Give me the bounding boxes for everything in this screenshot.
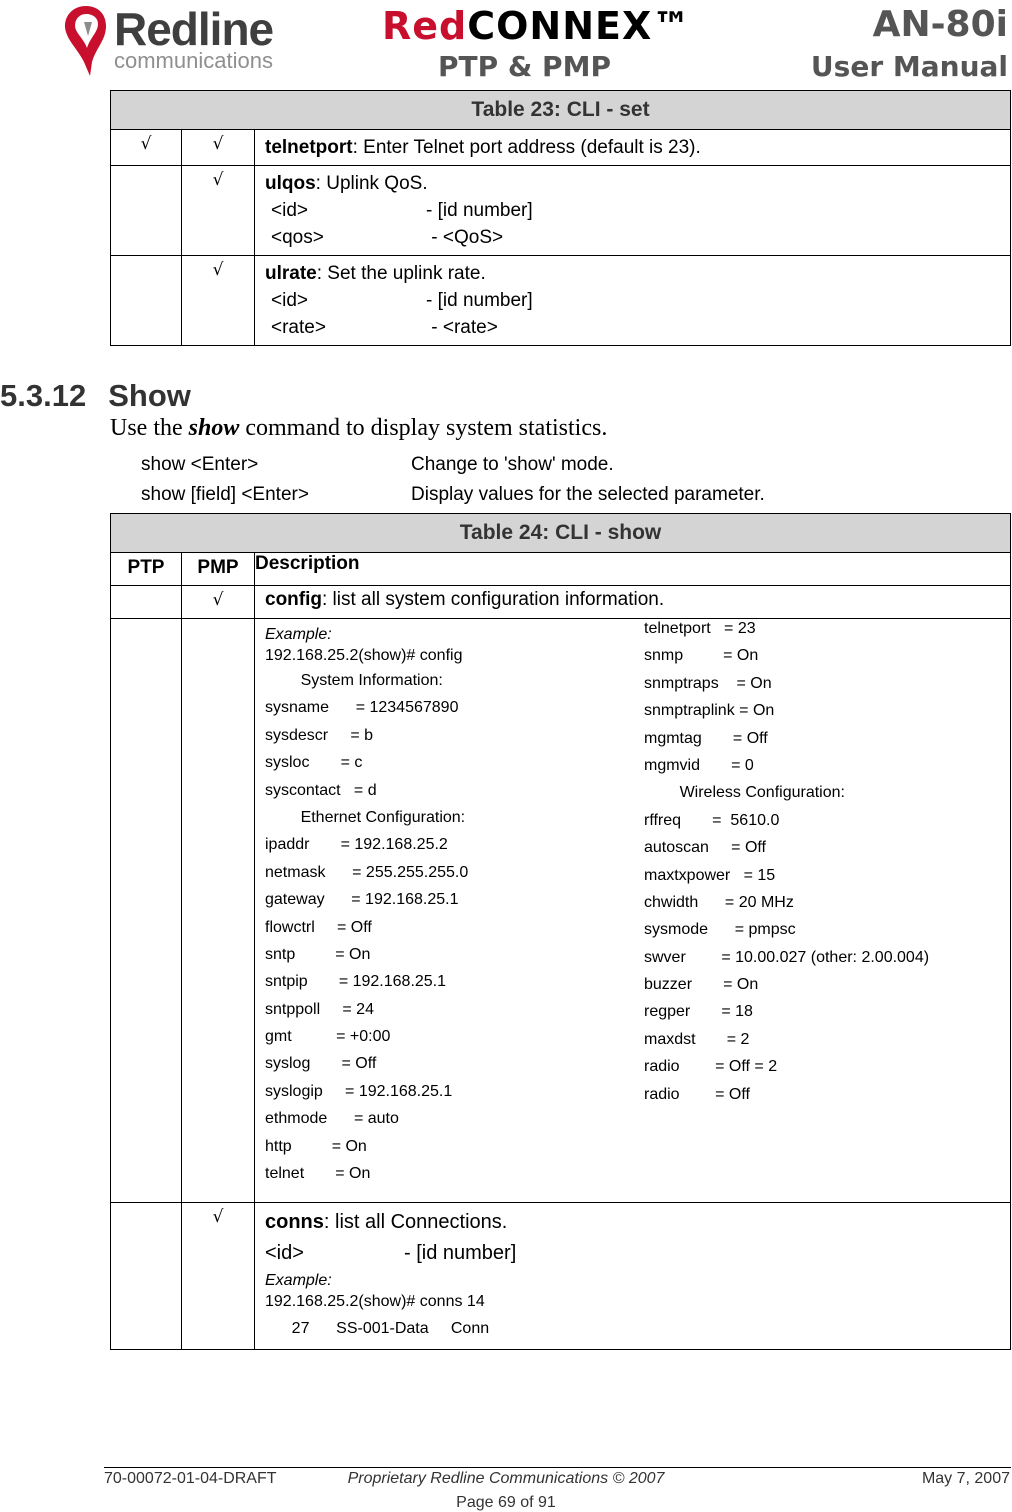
product-line: PTP & PMP [438, 50, 611, 83]
pmp-check: √ [182, 1203, 255, 1350]
table-row [111, 166, 1011, 256]
config-line: gateway = 192.168.25.1 [265, 891, 459, 909]
product-name: AN-80i [872, 4, 1008, 45]
pmp-check: √ [182, 256, 255, 346]
arg-name: <id> [271, 200, 308, 221]
config-line: regper = 18 [644, 1003, 753, 1021]
table-cli-set [110, 90, 1011, 346]
config-line: syslog = Off [265, 1055, 377, 1073]
redline-logo-icon [56, 0, 114, 80]
example-output: 27 SS-001-Data Conn [265, 1320, 490, 1337]
section-number: 5.3.12 [0, 378, 87, 413]
config-line: telnet = On [265, 1165, 371, 1183]
config-line: radio = Off [644, 1085, 750, 1103]
pmp-cell [182, 619, 255, 1203]
config-line: sysmode = pmpsc [644, 921, 796, 939]
command: show <Enter> [141, 454, 259, 475]
intro-text: Use the [110, 415, 189, 441]
config-line: chwidth = 20 MHz [644, 893, 794, 911]
config-line: maxtxpower = 15 [644, 866, 776, 884]
intro-command: show [188, 415, 240, 441]
config-line: mgmtag = Off [644, 729, 768, 747]
arg-desc: - [id number] [404, 1242, 517, 1264]
table-row [111, 586, 1011, 619]
example-prompt: 192.168.25.2(show)# config [265, 647, 463, 664]
example-right-column [644, 615, 929, 1108]
arg-desc: - [id number] [426, 200, 533, 221]
config-line: buzzer = On [644, 976, 759, 994]
section-heading [0, 378, 191, 414]
command: show [field] <Enter> [141, 484, 309, 505]
param-desc: : Uplink QoS. [315, 173, 428, 194]
table-header-row [111, 553, 1011, 586]
document-type: User Manual [810, 50, 1008, 83]
section-title: Show [108, 378, 191, 413]
table-row [111, 1203, 1011, 1350]
arg-name: <id> [271, 290, 308, 311]
table-row [111, 619, 1011, 1203]
config-line: sntpip = 192.168.25.1 [265, 973, 447, 991]
table-caption: Table 24: CLI - show [111, 514, 1011, 553]
param-name: config [265, 589, 322, 610]
pmp-check: √ [182, 586, 255, 619]
example-label: Example: [265, 626, 332, 643]
config-line: syscontact = d [265, 781, 377, 799]
config-line: syslogip = 192.168.25.1 [265, 1082, 453, 1100]
config-line: gmt = +0:00 [265, 1028, 391, 1046]
command-desc: Display values for the selected parameter. [411, 484, 765, 505]
arg-desc: - [id number] [426, 290, 533, 311]
description-cell [255, 130, 1011, 166]
config-line: sntp = On [265, 945, 371, 963]
table-row [111, 130, 1011, 166]
brand-title [382, 4, 691, 48]
footer-date: May 7, 2007 [921, 1470, 1010, 1487]
logo-subtitle: communications [114, 48, 273, 73]
example-right-lines [644, 615, 929, 1108]
config-line: sysloc = c [265, 754, 363, 772]
config-line: swver = 10.00.027 (other: 2.00.004) [644, 948, 930, 966]
config-line: telnetport = 23 [644, 620, 756, 637]
example-left-lines [265, 667, 468, 1187]
example-left-column [265, 625, 468, 1187]
section-intro [110, 415, 607, 442]
command-row [141, 484, 1001, 506]
example-prompt: 192.168.25.2(show)# conns 14 [265, 1293, 485, 1310]
config-line: radio = Off = 2 [644, 1058, 778, 1076]
example-cell [255, 619, 1011, 1203]
description-cell [255, 256, 1011, 346]
param-name: conns [265, 1211, 324, 1233]
config-line: snmptraps = On [644, 674, 772, 692]
header-pmp: PMP [182, 553, 255, 586]
config-line: flowctrl = Off [265, 918, 372, 936]
pmp-check: √ [182, 130, 255, 166]
param-desc: : Enter Telnet port address (default is 23). [352, 137, 701, 158]
table-caption: Table 23: CLI - set [111, 91, 1011, 130]
param-name: telnetport [265, 137, 353, 158]
arg-name: <id> [265, 1242, 304, 1264]
config-line: ipaddr = 192.168.25.2 [265, 836, 448, 854]
arg-desc: - <rate> [426, 317, 498, 338]
config-line: netmask = 255.255.255.0 [265, 863, 469, 881]
command-row [141, 454, 1001, 476]
config-example [265, 619, 1000, 1202]
config-line: ethmode = auto [265, 1110, 399, 1128]
intro-text: command to display system statistics. [239, 415, 608, 441]
config-line: maxdst = 2 [644, 1030, 750, 1048]
footer-page-number: Page 69 of 91 [456, 1494, 556, 1511]
ptp-check: √ [111, 130, 182, 166]
table-row [111, 256, 1011, 346]
config-line: http = On [265, 1137, 367, 1155]
brand-rest: CONNEX™ [467, 4, 692, 48]
example-label: Example: [265, 1272, 332, 1289]
config-line: sysdescr = b [265, 726, 374, 744]
footer-doc-id: 70-00072-01-04-DRAFT [104, 1470, 277, 1487]
footer-rule [104, 1467, 1011, 1468]
ptp-check [111, 166, 182, 256]
description-cell [255, 166, 1011, 256]
pmp-check: √ [182, 166, 255, 256]
param-desc: : list all Connections. [323, 1211, 508, 1233]
config-line: Wireless Configuration: [644, 784, 845, 802]
config-line: sysname = 1234567890 [265, 699, 459, 717]
logo-wordmark: Redline [114, 3, 274, 55]
command-desc: Change to 'show' mode. [411, 454, 614, 475]
config-line: snmptraplink = On [644, 702, 775, 720]
description-cell [255, 1203, 1011, 1350]
arg-name: <rate> [271, 317, 326, 338]
param-name: ulrate [265, 263, 317, 284]
footer-copyright: Proprietary Redline Communications © 2007 [347, 1470, 665, 1487]
config-line: System Information: [265, 672, 443, 689]
param-name: ulqos [265, 173, 316, 194]
param-desc: : Set the uplink rate. [316, 263, 486, 284]
config-line: rffreq = 5610.0 [644, 811, 780, 829]
config-line: sntppoll = 24 [265, 1000, 374, 1018]
config-line: snmp = On [644, 647, 759, 665]
config-line: autoscan = Off [644, 839, 766, 857]
ptp-check [111, 1203, 182, 1350]
ptp-check [111, 256, 182, 346]
ptp-check [111, 586, 182, 619]
arg-desc: - <QoS> [426, 227, 504, 248]
ptp-cell [111, 619, 182, 1203]
config-line: Ethernet Configuration: [265, 808, 466, 826]
arg-name: <qos> [271, 227, 324, 248]
param-desc: : list all system configuration information. [322, 589, 665, 610]
header-description: Description [255, 553, 1011, 586]
config-line: mgmvid = 0 [644, 756, 754, 774]
brand-red: Red [382, 4, 468, 48]
header-ptp: PTP [111, 553, 182, 586]
table-cli-show [110, 513, 1011, 1350]
description-cell [255, 586, 1011, 619]
